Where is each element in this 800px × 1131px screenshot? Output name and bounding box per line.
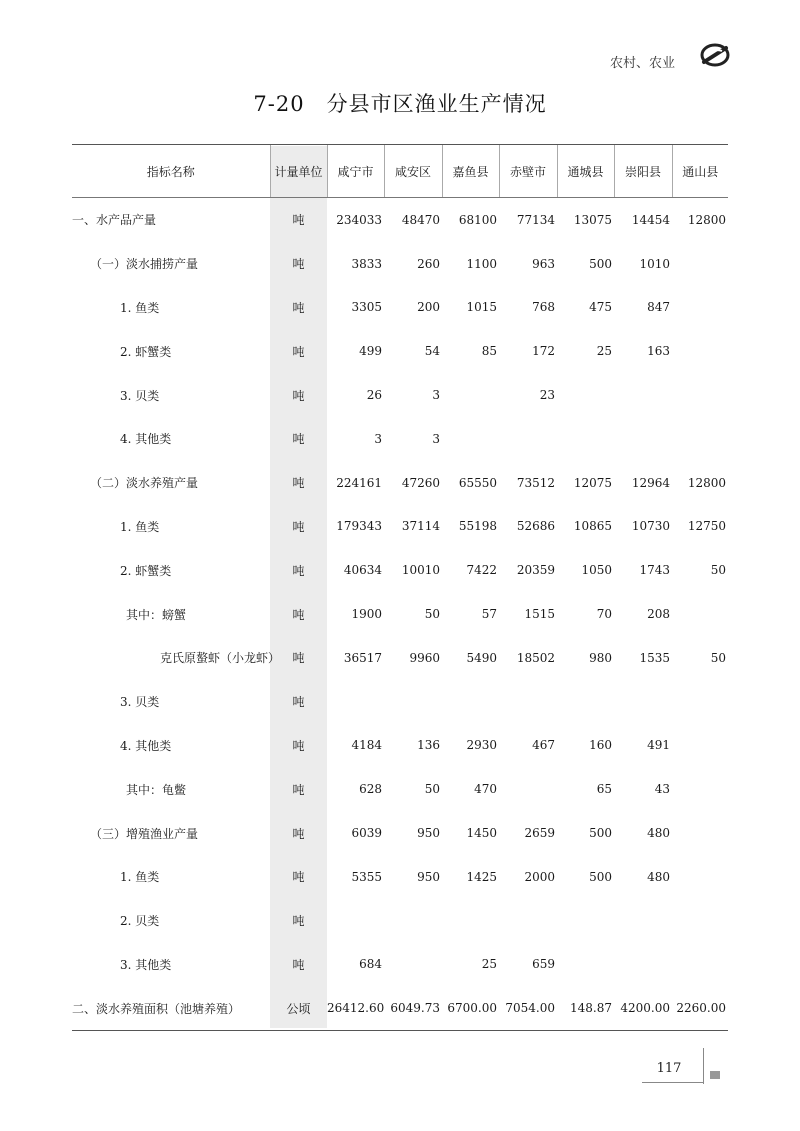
value-cell: 3 bbox=[432, 388, 440, 403]
value-cell: 12075 bbox=[573, 475, 612, 490]
unit-cell: 吨 bbox=[292, 213, 305, 228]
value-cell: 68100 bbox=[458, 212, 497, 227]
indicator-name: 2. 贝类 bbox=[120, 914, 160, 929]
value-cell bbox=[672, 286, 728, 330]
value-cell: 65 bbox=[596, 782, 612, 797]
table-row bbox=[72, 855, 728, 899]
unit-cell: 吨 bbox=[292, 388, 305, 403]
table-row bbox=[72, 198, 728, 242]
table-row bbox=[72, 724, 728, 768]
unit-cell: 公顷 bbox=[270, 986, 327, 1030]
column-header: 崇阳县 bbox=[614, 145, 672, 198]
unit-cell: 吨 bbox=[292, 782, 305, 797]
unit-cell: 吨 bbox=[292, 957, 305, 972]
value-cell bbox=[614, 899, 672, 943]
unit-cell: 吨 bbox=[292, 432, 305, 447]
value-cell bbox=[672, 373, 728, 417]
unit-cell: 吨 bbox=[292, 870, 305, 885]
value-cell bbox=[672, 767, 728, 811]
value-cell bbox=[672, 680, 728, 724]
indicator-name: 3. 其他类 bbox=[120, 957, 172, 972]
indicator-name: （一）淡水捕捞产量 bbox=[90, 257, 199, 272]
value-cell: 10865 bbox=[573, 519, 612, 534]
value-cell: 57 bbox=[481, 607, 497, 622]
value-cell bbox=[557, 373, 614, 417]
indicator-name: 1. 鱼类 bbox=[120, 300, 160, 315]
value-cell: 48470 bbox=[401, 212, 440, 227]
value-cell: 950 bbox=[417, 869, 440, 884]
value-cell bbox=[557, 899, 614, 943]
indicator-name: 3. 贝类 bbox=[120, 695, 160, 710]
table-row bbox=[72, 636, 728, 680]
value-cell: 1425 bbox=[466, 869, 497, 884]
column-header: 通山县 bbox=[672, 145, 728, 198]
value-cell: 65550 bbox=[458, 475, 497, 490]
value-cell: 475 bbox=[589, 300, 612, 315]
indicator-name: 4. 其他类 bbox=[120, 738, 172, 753]
yearbook-logo-icon bbox=[700, 42, 730, 68]
indicator-name: 2. 虾蟹类 bbox=[120, 563, 172, 578]
value-cell: 684 bbox=[359, 957, 382, 972]
value-cell: 200 bbox=[417, 300, 440, 315]
value-cell: 500 bbox=[589, 256, 612, 271]
table-row bbox=[72, 329, 728, 373]
value-cell: 980 bbox=[589, 650, 612, 665]
indicator-name: 4. 其他类 bbox=[120, 432, 172, 447]
value-cell: 10730 bbox=[631, 519, 670, 534]
value-cell: 50 bbox=[424, 607, 440, 622]
value-cell: 847 bbox=[647, 300, 670, 315]
value-cell: 4200.00 bbox=[614, 986, 672, 1030]
column-header: 咸宁市 bbox=[327, 145, 384, 198]
value-cell bbox=[672, 417, 728, 461]
value-cell: 1900 bbox=[351, 607, 382, 622]
value-cell: 3 bbox=[432, 431, 440, 446]
indicator-name: 其中：龟鳖 bbox=[126, 782, 187, 797]
value-cell: 12750 bbox=[687, 519, 726, 534]
value-cell: 4184 bbox=[351, 738, 382, 753]
value-cell bbox=[557, 417, 614, 461]
value-cell bbox=[672, 329, 728, 373]
value-cell bbox=[499, 680, 557, 724]
value-cell bbox=[384, 899, 442, 943]
value-cell: 768 bbox=[532, 300, 555, 315]
value-cell: 172 bbox=[532, 344, 555, 359]
value-cell bbox=[672, 242, 728, 286]
value-cell bbox=[672, 811, 728, 855]
value-cell: 1535 bbox=[639, 650, 670, 665]
value-cell: 52686 bbox=[516, 519, 555, 534]
value-cell bbox=[384, 943, 442, 987]
unit-cell: 吨 bbox=[292, 300, 305, 315]
value-cell: 467 bbox=[532, 738, 555, 753]
table-row bbox=[72, 680, 728, 724]
indicator-name: 2. 虾蟹类 bbox=[120, 344, 172, 359]
value-cell bbox=[442, 417, 499, 461]
value-cell: 2000 bbox=[524, 869, 555, 884]
unit-cell: 吨 bbox=[292, 695, 305, 710]
value-cell: 54 bbox=[424, 344, 440, 359]
value-cell: 499 bbox=[359, 344, 382, 359]
indicator-name: 3. 贝类 bbox=[120, 388, 160, 403]
column-header: 咸安区 bbox=[384, 145, 442, 198]
value-cell: 7054.00 bbox=[499, 986, 557, 1030]
value-cell: 47260 bbox=[401, 475, 440, 490]
column-header: 计量单位 bbox=[270, 145, 327, 198]
table-row bbox=[72, 943, 728, 987]
value-cell: 55198 bbox=[458, 519, 497, 534]
table-header-row bbox=[72, 145, 728, 198]
value-cell bbox=[499, 899, 557, 943]
value-cell: 73512 bbox=[516, 475, 555, 490]
value-cell: 491 bbox=[647, 738, 670, 753]
indicator-name: （二）淡水养殖产量 bbox=[90, 476, 199, 491]
value-cell: 1100 bbox=[466, 256, 497, 271]
value-cell: 23 bbox=[539, 388, 555, 403]
value-cell: 500 bbox=[589, 826, 612, 841]
value-cell: 6049.73 bbox=[384, 986, 442, 1030]
value-cell: 5355 bbox=[351, 869, 382, 884]
value-cell: 963 bbox=[532, 256, 555, 271]
value-cell bbox=[384, 680, 442, 724]
value-cell bbox=[499, 417, 557, 461]
value-cell: 12964 bbox=[631, 475, 670, 490]
value-cell: 6039 bbox=[351, 826, 382, 841]
value-cell: 500 bbox=[589, 869, 612, 884]
value-cell: 14454 bbox=[631, 212, 670, 227]
table-row bbox=[72, 461, 728, 505]
unit-cell: 吨 bbox=[292, 257, 305, 272]
value-cell: 26 bbox=[366, 388, 382, 403]
value-cell: 18502 bbox=[516, 650, 555, 665]
value-cell bbox=[672, 943, 728, 987]
value-cell: 1010 bbox=[639, 256, 670, 271]
footer-divider bbox=[642, 1082, 704, 1083]
table-row bbox=[72, 286, 728, 330]
value-cell: 37114 bbox=[401, 519, 440, 534]
value-cell: 25 bbox=[596, 344, 612, 359]
value-cell: 12800 bbox=[687, 212, 726, 227]
value-cell: 50 bbox=[710, 650, 726, 665]
value-cell: 13075 bbox=[573, 212, 612, 227]
value-cell: 628 bbox=[359, 782, 382, 797]
table-row bbox=[72, 899, 728, 943]
indicator-name: 1. 鱼类 bbox=[120, 870, 160, 885]
indicator-name: （三）增殖渔业产量 bbox=[90, 826, 199, 841]
value-cell bbox=[614, 943, 672, 987]
value-cell: 136 bbox=[417, 738, 440, 753]
value-cell: 9960 bbox=[409, 650, 440, 665]
value-cell: 1743 bbox=[639, 563, 670, 578]
unit-cell: 吨 bbox=[292, 914, 305, 929]
column-header: 通城县 bbox=[557, 145, 614, 198]
value-cell: 659 bbox=[532, 957, 555, 972]
value-cell: 224161 bbox=[336, 475, 382, 490]
table-row bbox=[72, 505, 728, 549]
indicator-name: 二、淡水养殖面积（池塘养殖） bbox=[72, 986, 270, 1030]
footer-divider-vertical bbox=[703, 1048, 704, 1084]
value-cell: 5490 bbox=[466, 650, 497, 665]
value-cell: 3 bbox=[374, 431, 382, 446]
value-cell bbox=[327, 899, 384, 943]
unit-cell: 吨 bbox=[292, 607, 305, 622]
value-cell bbox=[614, 373, 672, 417]
indicator-name: 克氏原螯虾（小龙虾） bbox=[160, 651, 281, 666]
running-header-section: 农村、农业 bbox=[609, 56, 675, 71]
table-row bbox=[72, 373, 728, 417]
value-cell: 7422 bbox=[466, 563, 497, 578]
footer-square-icon bbox=[710, 1071, 720, 1079]
value-cell: 1050 bbox=[581, 563, 612, 578]
value-cell: 163 bbox=[647, 344, 670, 359]
value-cell: 480 bbox=[647, 869, 670, 884]
value-cell: 10010 bbox=[401, 563, 440, 578]
value-cell: 6700.00 bbox=[442, 986, 499, 1030]
table-row bbox=[72, 548, 728, 592]
value-cell: 50 bbox=[710, 563, 726, 578]
value-cell: 950 bbox=[417, 826, 440, 841]
value-cell: 20359 bbox=[516, 563, 555, 578]
table-body bbox=[72, 198, 728, 1031]
value-cell bbox=[672, 899, 728, 943]
unit-cell: 吨 bbox=[292, 563, 305, 578]
value-cell bbox=[557, 680, 614, 724]
value-cell: 160 bbox=[589, 738, 612, 753]
unit-cell: 吨 bbox=[292, 738, 305, 753]
value-cell bbox=[442, 373, 499, 417]
value-cell: 70 bbox=[596, 607, 612, 622]
value-cell: 2659 bbox=[524, 826, 555, 841]
value-cell bbox=[557, 943, 614, 987]
value-cell: 3305 bbox=[351, 300, 382, 315]
value-cell: 179343 bbox=[336, 519, 382, 534]
column-header: 指标名称 bbox=[72, 145, 270, 198]
value-cell bbox=[672, 855, 728, 899]
page-number: 117 bbox=[656, 1061, 682, 1076]
value-cell: 148.87 bbox=[557, 986, 614, 1030]
value-cell: 12800 bbox=[687, 475, 726, 490]
table-row bbox=[72, 986, 728, 1030]
value-cell bbox=[442, 899, 499, 943]
table-row bbox=[72, 811, 728, 855]
value-cell: 25 bbox=[481, 957, 497, 972]
value-cell: 26412.60 bbox=[327, 986, 384, 1030]
value-cell bbox=[614, 417, 672, 461]
indicator-name: 一、水产品产量 bbox=[72, 213, 157, 228]
value-cell bbox=[442, 680, 499, 724]
column-header: 嘉鱼县 bbox=[442, 145, 499, 198]
value-cell: 480 bbox=[647, 826, 670, 841]
indicator-name: 其中：螃蟹 bbox=[126, 607, 187, 622]
value-cell: 234033 bbox=[336, 212, 382, 227]
page-title: 7-20 分县市区渔业生产情况 bbox=[253, 92, 547, 116]
unit-cell: 吨 bbox=[292, 344, 305, 359]
table-row bbox=[72, 592, 728, 636]
value-cell: 2260.00 bbox=[672, 986, 728, 1030]
table-row bbox=[72, 767, 728, 811]
value-cell bbox=[672, 724, 728, 768]
table-row bbox=[72, 417, 728, 461]
value-cell: 208 bbox=[647, 607, 670, 622]
indicator-name: 1. 鱼类 bbox=[120, 519, 160, 534]
value-cell bbox=[499, 767, 557, 811]
value-cell: 1015 bbox=[466, 300, 497, 315]
value-cell: 260 bbox=[417, 256, 440, 271]
value-cell: 3833 bbox=[351, 256, 382, 271]
value-cell: 77134 bbox=[516, 212, 555, 227]
value-cell bbox=[327, 680, 384, 724]
value-cell: 85 bbox=[481, 344, 497, 359]
unit-cell: 吨 bbox=[292, 476, 305, 491]
column-header: 赤壁市 bbox=[499, 145, 557, 198]
fishery-production-table bbox=[72, 144, 728, 1031]
value-cell: 1450 bbox=[466, 826, 497, 841]
value-cell: 36517 bbox=[343, 650, 382, 665]
value-cell: 1515 bbox=[524, 607, 555, 622]
value-cell: 470 bbox=[474, 782, 497, 797]
unit-cell: 吨 bbox=[292, 651, 305, 666]
unit-cell: 吨 bbox=[292, 519, 305, 534]
value-cell: 50 bbox=[424, 782, 440, 797]
value-cell: 40634 bbox=[343, 563, 382, 578]
value-cell: 43 bbox=[654, 782, 670, 797]
unit-cell: 吨 bbox=[292, 826, 305, 841]
value-cell: 2930 bbox=[466, 738, 497, 753]
value-cell bbox=[614, 680, 672, 724]
table-row bbox=[72, 242, 728, 286]
value-cell bbox=[672, 592, 728, 636]
